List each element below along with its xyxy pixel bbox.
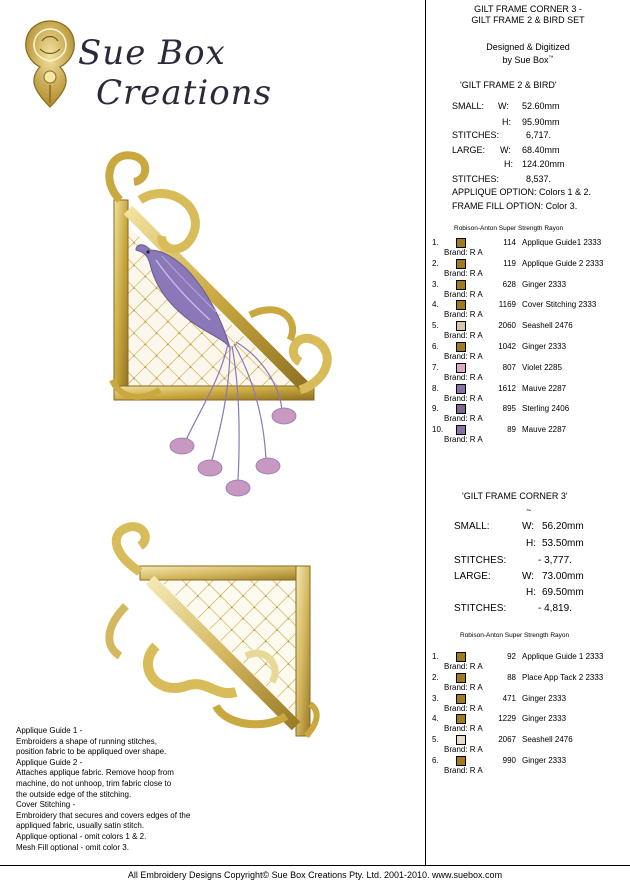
note-line: the outside edge of the stitching. xyxy=(16,789,132,799)
color-number: 9. xyxy=(432,404,439,414)
design1-large-label: LARGE: xyxy=(452,145,486,155)
gilt-frame-corner-embroidery xyxy=(96,516,326,746)
design2-small-stitches: - 3,777. xyxy=(538,555,572,566)
color-number: 10. xyxy=(432,425,444,435)
color-swatch xyxy=(456,384,466,394)
note-line: Embroidery that secures and covers edges of the xyxy=(16,810,191,820)
design2-large-h: 69.50mm xyxy=(542,587,584,598)
note-line: Cover Stitching - xyxy=(16,800,76,810)
title-line-2: GILT FRAME 2 & BIRD SET xyxy=(471,15,585,25)
design1-large-h: 124.20mm xyxy=(522,159,565,169)
design2-small-stitches-label: STITCHES: xyxy=(454,555,507,566)
note-line: Mesh Fill optional - omit color 3. xyxy=(16,842,129,852)
color-swatch xyxy=(456,714,466,724)
color-number: 8. xyxy=(432,383,439,393)
design2-thread-brand: Robison-Anton Super Strength Rayon xyxy=(460,632,570,639)
design1-small-h-label: H: xyxy=(502,117,511,127)
thread-brand-label: Brand: R A xyxy=(444,248,483,257)
design2-small-h: 53.50mm xyxy=(542,538,584,549)
thread-brand-label: Brand: R A xyxy=(444,724,483,734)
title-line-1: GILT FRAME CORNER 3 - xyxy=(474,4,582,14)
color-row xyxy=(432,652,628,673)
color-swatch xyxy=(456,321,466,331)
design1-large-stitches-label: STITCHES: xyxy=(452,174,500,184)
color-number: 3. xyxy=(432,279,439,289)
design1-large-w: 68.40mm xyxy=(522,145,560,155)
thread-name: Place App Tack 2 2333 xyxy=(522,672,604,682)
color-swatch xyxy=(456,425,466,435)
design2-small-h-label: H: xyxy=(526,538,536,549)
design1-small-stitches: 6,717. xyxy=(526,130,552,140)
color-row xyxy=(432,735,628,756)
note-line: Applique Guide 2 - xyxy=(16,757,83,767)
color-row xyxy=(432,756,628,777)
color-swatch xyxy=(456,259,466,269)
color-swatch xyxy=(456,363,466,373)
color-row xyxy=(432,384,628,405)
note-line: machine, do not unhoop, trim fabric close to xyxy=(16,778,172,788)
design2-tilde: ~ xyxy=(526,505,532,515)
thread-code: 807 xyxy=(502,362,516,372)
designed-line-2: by Sue Box xyxy=(502,55,549,65)
thread-name: Ginger 2333 xyxy=(522,279,567,289)
color-swatch xyxy=(456,404,466,414)
note-line: appliqued fabric, usually satin stitch. xyxy=(16,821,145,831)
color-number: 5. xyxy=(432,321,439,331)
thread-name: Applique Guide1 2333 xyxy=(522,238,602,247)
color-swatch xyxy=(456,694,466,704)
info-panel xyxy=(426,0,630,865)
thread-brand-label: Brand: R A xyxy=(444,393,483,403)
color-number: 7. xyxy=(432,362,439,372)
color-swatch xyxy=(456,673,466,683)
brand-line-1: Sue Box xyxy=(78,33,226,73)
thread-brand-label: Brand: R A xyxy=(444,414,483,424)
thread-code: 89 xyxy=(507,425,516,435)
gilt-frame-bird-embroidery xyxy=(100,140,340,530)
thread-brand-label: Brand: R A xyxy=(444,331,483,341)
color-swatch xyxy=(456,238,466,248)
color-number: 6. xyxy=(432,342,439,351)
design1-large-stitches: 8,537. xyxy=(526,174,552,184)
color-number: 4. xyxy=(432,714,439,724)
color-swatch xyxy=(456,652,466,662)
design2-large-stitches: - 4,819. xyxy=(538,603,572,614)
designer-credit xyxy=(426,42,630,66)
thread-brand-label: Brand: R A xyxy=(444,682,483,692)
thread-code: 895 xyxy=(502,404,516,414)
color-number: 5. xyxy=(432,735,439,745)
note-line: Applique Guide 1 - xyxy=(16,726,83,735)
thread-name: Violet 2285 xyxy=(522,362,562,372)
color-row xyxy=(432,238,628,259)
design1-small-w: 52.60mm xyxy=(522,101,560,111)
design2-large-w-label: W: xyxy=(522,571,535,582)
design1-applique-option: APPLIQUE OPTION: Colors 1 & 2. xyxy=(452,187,592,197)
thread-brand-label: Brand: R A xyxy=(444,435,483,445)
thread-code: 1612 xyxy=(498,383,516,393)
thread-code: 628 xyxy=(502,279,516,289)
thread-name: Seashell 2476 xyxy=(522,735,573,745)
note-line: Embroiders a shape of running stitches, xyxy=(16,736,157,746)
color-row xyxy=(432,363,628,384)
thread-brand-label: Brand: R A xyxy=(444,766,483,775)
color-row xyxy=(432,259,628,280)
thread-code: 2067 xyxy=(498,735,516,745)
thread-name: Applique Guide 2 2333 xyxy=(522,258,604,268)
thread-name: Sterling 2406 xyxy=(522,404,570,414)
thread-name: Mauve 2287 xyxy=(522,425,567,435)
color-number: 6. xyxy=(432,756,439,765)
color-number: 1. xyxy=(432,238,439,247)
note-line: position fabric to be appliqued over shape. xyxy=(16,747,167,757)
design2-large-w: 73.00mm xyxy=(542,571,584,582)
brand-line-2: Creations xyxy=(96,73,273,113)
thread-name: Ginger 2333 xyxy=(522,342,567,351)
thread-name: Applique Guide 1 2333 xyxy=(522,652,604,661)
color-row xyxy=(432,694,628,715)
color-row xyxy=(432,300,628,321)
note-line: Applique optional - omit colors 1 & 2. xyxy=(16,831,147,841)
thread-name: Ginger 2333 xyxy=(522,714,567,724)
color-number: 1. xyxy=(432,652,439,661)
trademark-mark: ™ xyxy=(548,55,554,61)
color-row xyxy=(432,404,628,425)
color-row xyxy=(432,673,628,694)
thread-brand-label: Brand: R A xyxy=(444,289,483,299)
design2-large-stitches-label: STITCHES: xyxy=(454,603,507,614)
thread-brand-label: Brand: R A xyxy=(444,372,483,382)
thread-brand-label: Brand: R A xyxy=(444,268,483,278)
design2-small-w: 56.20mm xyxy=(542,521,584,532)
design1-large-w-label: W: xyxy=(500,145,511,155)
designed-line-1: Designed & Digitized xyxy=(486,42,570,52)
thread-brand-label: Brand: R A xyxy=(444,662,483,671)
thread-code: 119 xyxy=(503,258,516,268)
copyright-footer: All Embroidery Designs Copyright© Sue Box Creations Pty. Ltd. 2001-2010. www.suebox.com xyxy=(127,870,503,880)
color-swatch xyxy=(456,756,466,766)
thread-name: Mauve 2287 xyxy=(522,383,567,393)
thread-code: 990 xyxy=(502,756,516,765)
color-swatch xyxy=(456,735,466,745)
color-number: 4. xyxy=(432,300,439,310)
thread-code: 1229 xyxy=(498,714,516,724)
thread-brand-label: Brand: R A xyxy=(444,745,483,755)
applique-notes xyxy=(16,726,256,853)
color-swatch xyxy=(456,342,466,352)
thread-code: 1042 xyxy=(498,342,516,351)
thread-brand-label: Brand: R A xyxy=(444,310,483,320)
design2-large-label: LARGE: xyxy=(454,571,491,582)
design1-small-label: SMALL: xyxy=(452,101,485,111)
color-row xyxy=(432,342,628,363)
thread-name: Seashell 2476 xyxy=(522,321,573,331)
design1-frame-fill-option: FRAME FILL OPTION: Color 3. xyxy=(452,201,578,211)
color-number: 2. xyxy=(432,258,439,268)
thread-brand-label: Brand: R A xyxy=(444,352,483,361)
design1-large-h-label: H: xyxy=(504,159,513,169)
thread-code: 2060 xyxy=(498,321,516,331)
color-row xyxy=(432,280,628,301)
brand-logo xyxy=(20,15,273,120)
color-row xyxy=(432,714,628,735)
color-row xyxy=(432,321,628,342)
thread-name: Ginger 2333 xyxy=(522,756,567,765)
thread-name: Cover Stitching 2333 xyxy=(522,300,597,310)
design1-small-h: 95.90mm xyxy=(522,117,560,127)
thread-name: Ginger 2333 xyxy=(522,693,567,703)
thread-code: 88 xyxy=(507,672,516,682)
thread-code: 471 xyxy=(502,693,516,703)
color-swatch xyxy=(456,280,466,290)
color-number: 3. xyxy=(432,693,439,703)
thread-brand-label: Brand: R A xyxy=(444,703,483,713)
design1-title: 'GILT FRAME 2 & BIRD' xyxy=(460,80,557,90)
design1-small-w-label: W: xyxy=(498,101,509,111)
gold-medallion-logo xyxy=(20,15,80,110)
footer-divider xyxy=(0,865,630,866)
note-line: Attaches applique fabric. Remove hoop from xyxy=(16,768,174,778)
color-swatch xyxy=(456,300,466,310)
color-row xyxy=(432,425,628,446)
document-title xyxy=(426,4,630,26)
design2-small-label: SMALL: xyxy=(454,521,490,532)
color-number: 2. xyxy=(432,672,439,682)
thread-code: 1169 xyxy=(498,300,516,310)
thread-code: 92 xyxy=(507,652,516,661)
design2-small-w-label: W: xyxy=(522,521,535,532)
design1-small-stitches-label: STITCHES: xyxy=(452,130,500,140)
design1-thread-brand: Robison-Anton Super Strength Rayon xyxy=(454,225,564,232)
design2-title: 'GILT FRAME CORNER 3' xyxy=(462,491,568,501)
design2-large-h-label: H: xyxy=(526,587,536,598)
thread-code: 114 xyxy=(503,238,516,247)
